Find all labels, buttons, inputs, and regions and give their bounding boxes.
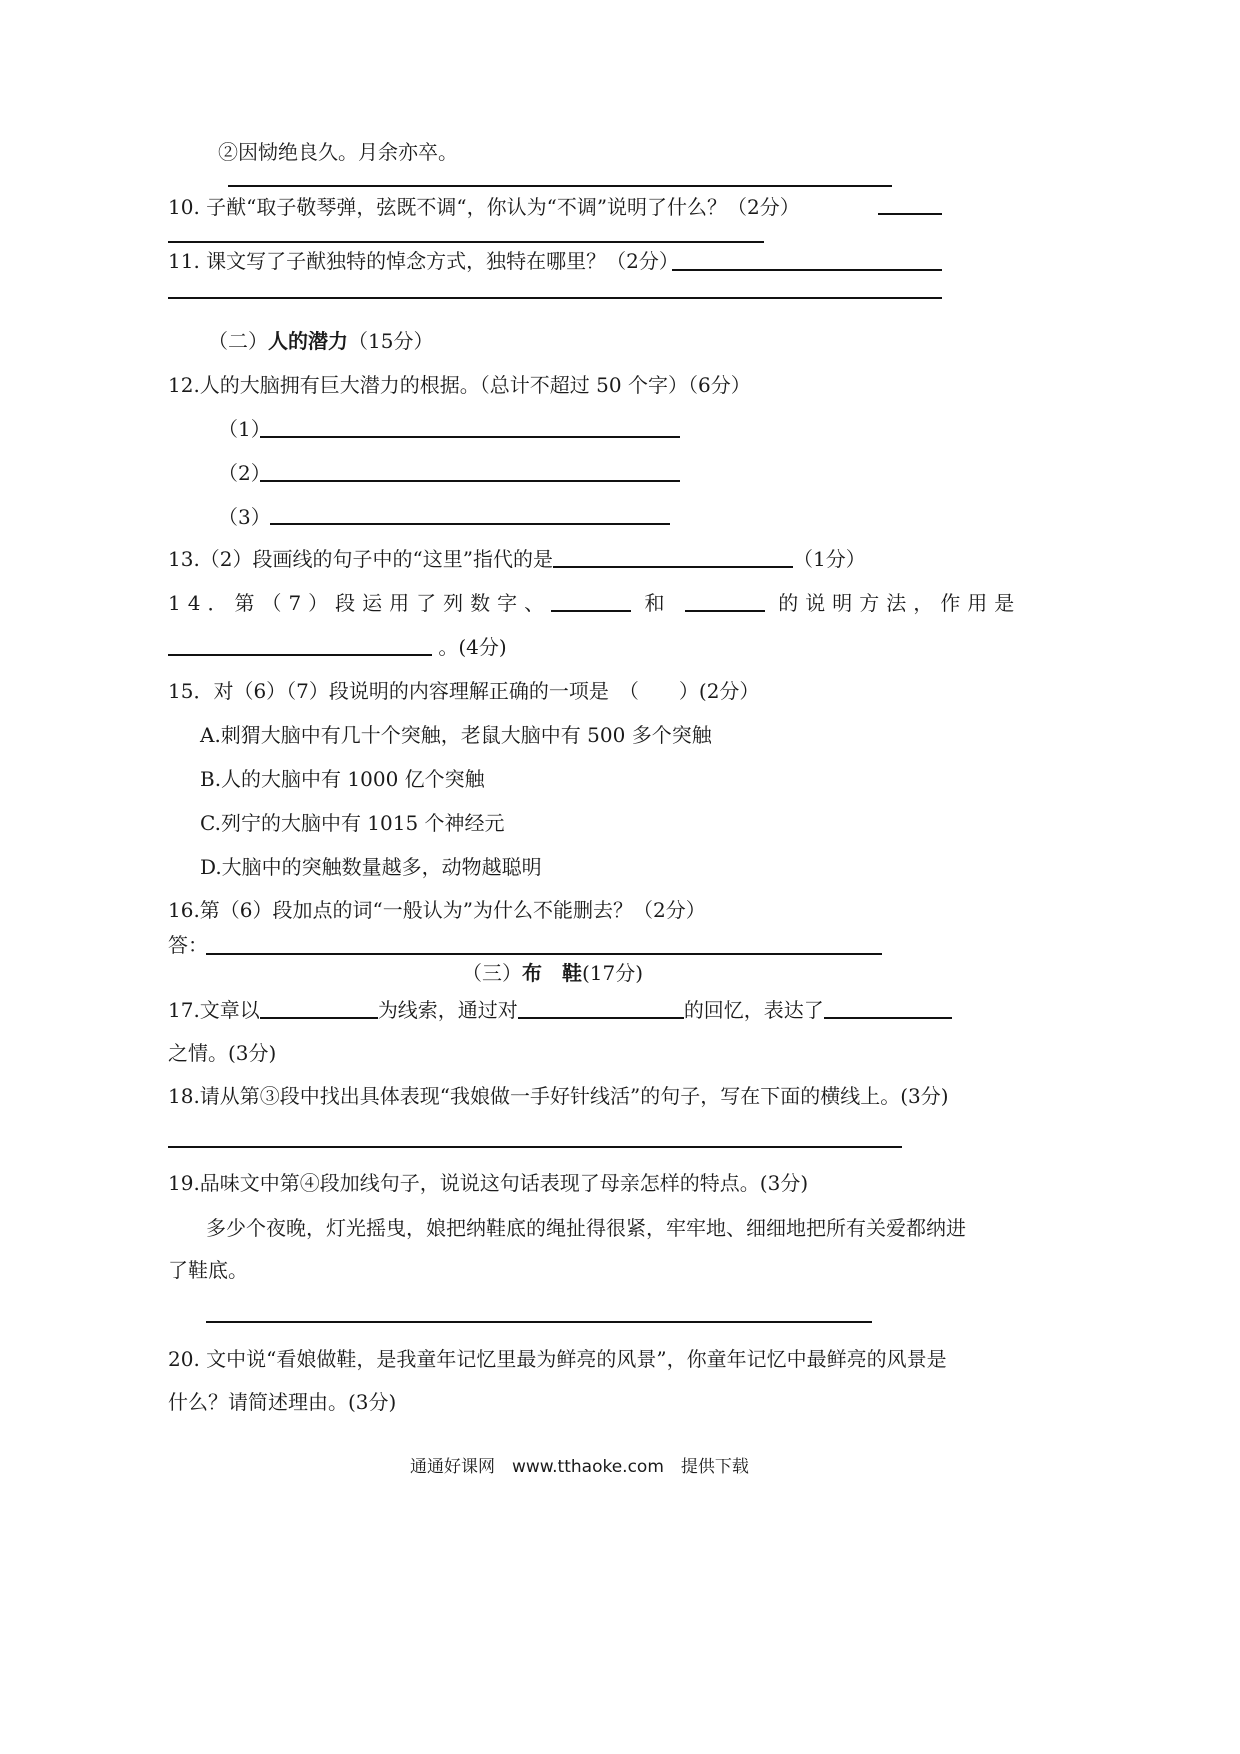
question-17-cont: 之情。(3分): [168, 1041, 277, 1065]
quoted-passage: 多少个夜晚，灯光摇曳，娘把纳鞋底的绳扯得很紧，牢牢地、细细地把所有关爱都纳进: [206, 1216, 966, 1240]
answer-line: [260, 436, 680, 438]
answer-blank: [260, 999, 378, 1019]
question-20: 20. 文中说“看娘做鞋，是我童年记忆里最为鲜亮的风景”，你童年记忆中最鲜亮的风景是: [168, 1347, 947, 1371]
question-10: 10. 子猷“取子敬琴弹，弦既不调“，你认为“不调”说明了什么？（2分）: [168, 195, 800, 219]
text-line: ②因恸绝良久。月余亦卒。: [218, 140, 458, 164]
answer-line: [206, 1321, 872, 1323]
answer-line: [228, 185, 892, 187]
answer-blank: [168, 636, 432, 656]
question-14-cont: [168, 634, 507, 660]
section-heading-3: [462, 960, 643, 986]
answer-label: 答：: [168, 933, 208, 957]
section-heading-2: [208, 328, 433, 354]
answer-line: [168, 297, 942, 299]
answer-line: [260, 480, 680, 482]
answer-line: [206, 953, 882, 955]
question-14: [168, 590, 1021, 616]
question-19: 19.品味文中第④段加线句子，说说这句话表现了母亲怎样的特点。(3分): [168, 1171, 809, 1195]
sub-item-label: （1）: [218, 417, 271, 441]
answer-blank: [824, 999, 952, 1019]
answer-blank: [551, 592, 631, 612]
question-score: 。(4分): [438, 635, 507, 659]
quoted-passage: 了鞋底。: [168, 1258, 248, 1282]
question-text: 的说明方法，作用是: [778, 591, 1022, 615]
option-b: B.人的大脑中有 1000 亿个突触: [200, 767, 485, 791]
answer-blank: [518, 999, 684, 1019]
sub-item-label: （2）: [218, 461, 271, 485]
question-text: 17.文章以: [168, 998, 260, 1022]
section-number: （二）: [208, 329, 268, 353]
answer-line: [168, 241, 764, 243]
option-c: C.列宁的大脑中有 1015 个神经元: [200, 811, 505, 835]
option-d: D.大脑中的突触数量越多，动物越聪明: [200, 855, 542, 879]
question-text: 13.（2）段画线的句子中的“这里”指代的是: [168, 547, 553, 571]
page-footer: 通通好课网 www.tthaoke.com 提供下载: [410, 1457, 749, 1477]
answer-line: [878, 213, 942, 215]
question-12: 12.人的大脑拥有巨大潜力的根据。（总计不超过 50 个字）（6分）: [168, 373, 751, 397]
question-text: 的回忆，表达了: [683, 998, 824, 1022]
question-text: 14．第（7）段运用了列数字、: [168, 591, 552, 615]
answer-line: [672, 269, 942, 271]
question-text: 和: [644, 591, 672, 615]
question-15: 15．对（6）（7）段说明的内容理解正确的一项是 （ ）(2分）: [168, 679, 760, 703]
answer-blank: [553, 548, 793, 568]
section-title: 鞋: [562, 961, 582, 985]
question-score: （1分）: [792, 547, 866, 571]
option-a: A.刺猬大脑中有几十个突触，老鼠大脑中有 500 多个突触: [200, 723, 712, 747]
answer-blank: [685, 592, 765, 612]
section-score: (17分): [582, 961, 644, 985]
question-text: 为线索，通过对: [377, 998, 518, 1022]
question-18: 18.请从第③段中找出具体表现“我娘做一手好针线活”的句子，写在下面的横线上。(3分): [168, 1084, 949, 1108]
question-20-cont: 什么？请简述理由。(3分): [168, 1390, 397, 1414]
question-16: 16.第（6）段加点的词“一般认为”为什么不能删去？（2分）: [168, 898, 706, 922]
question-13: [168, 546, 866, 572]
question-17: [168, 997, 952, 1023]
question-11: 11. 课文写了子猷独特的悼念方式，独特在哪里？（2分）: [168, 249, 679, 273]
answer-line: [270, 523, 670, 525]
answer-line: [168, 1146, 902, 1148]
section-title: 布: [522, 961, 542, 985]
sub-item-label: （3）: [218, 505, 271, 529]
section-score: （15分）: [348, 329, 434, 353]
section-number: （三）: [462, 961, 522, 985]
section-title: 人的潜力: [268, 329, 348, 353]
